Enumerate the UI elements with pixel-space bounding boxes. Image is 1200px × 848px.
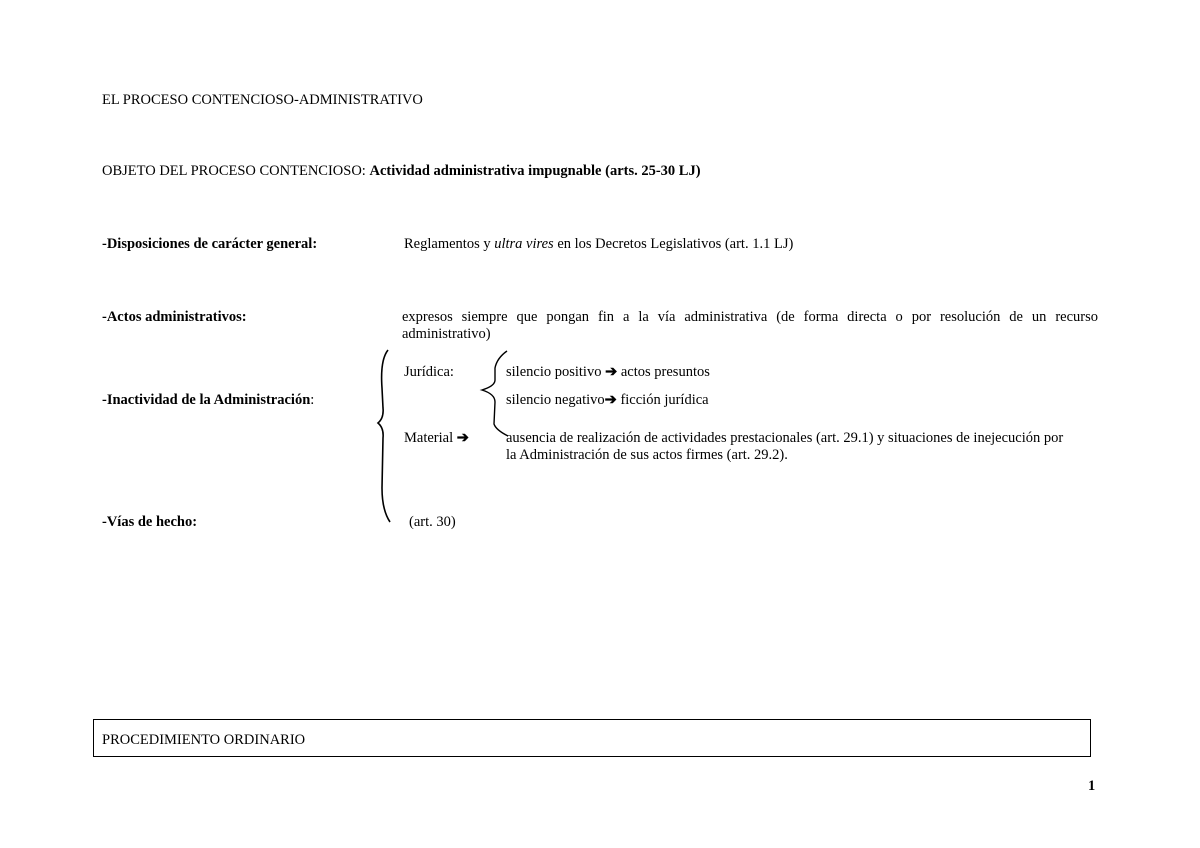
silencio-negativo-result: ficción jurídica (616, 392, 709, 408)
material-line (404, 430, 469, 447)
document-title: EL PROCESO CONTENCIOSO-ADMINISTRATIVO (102, 92, 423, 108)
page-number: 1 (1088, 778, 1096, 794)
section-box-title: PROCEDIMIENTO ORDINARIO (102, 732, 306, 748)
disposiciones-text-after: en los Decretos Legislativos (art. 1.1 LJ) (553, 236, 794, 252)
arrow-right-icon: ➔ (456, 430, 469, 446)
object-heading-prefix: OBJETO DEL PROCESO CONTENCIOSO: (102, 163, 370, 179)
juridica-label: Jurídica: (404, 364, 454, 380)
actos-label: -Actos administrativos: (102, 309, 247, 325)
vias-label: -Vías de hecho: (102, 514, 198, 530)
disposiciones-text-before: Reglamentos y (404, 236, 495, 252)
arrow-right-icon: ➔ (604, 392, 617, 408)
inactividad-label-bold: -Inactividad de la Administración (102, 392, 311, 408)
inactividad-label (102, 392, 314, 409)
silencio-positivo-result: actos presuntos (617, 364, 710, 380)
large-brace-icon (372, 348, 396, 524)
small-brace-icon (480, 350, 510, 436)
actos-text: expresos siempre que pongan fin a la vía administrativa (de forma directa o por resolución de un recurso administrativo) (402, 309, 1098, 342)
silencio-positivo-text: silencio positivo (506, 364, 602, 380)
inactividad-label-colon: : (310, 392, 315, 408)
vias-text: (art. 30) (409, 514, 456, 530)
disposiciones-text (404, 236, 793, 253)
disposiciones-text-italic: ultra vires (494, 236, 554, 252)
object-heading (102, 163, 701, 180)
material-text: ausencia de realización de actividades prestacionales (art. 29.1) y situaciones de inejecución por la Administración de sus actos firmes (art. 29.2). (506, 430, 1064, 463)
material-label: Material (404, 430, 454, 446)
silencio-negativo-text: silencio negativo (506, 392, 605, 408)
disposiciones-label: -Disposiciones de carácter general: (102, 236, 318, 252)
silencio-positivo-line (506, 364, 710, 381)
silencio-negativo-line (506, 392, 709, 409)
section-box (93, 719, 1091, 757)
object-heading-bold: Actividad administrativa impugnable (arts. 25-30 LJ) (369, 163, 701, 179)
arrow-right-icon: ➔ (605, 364, 618, 380)
